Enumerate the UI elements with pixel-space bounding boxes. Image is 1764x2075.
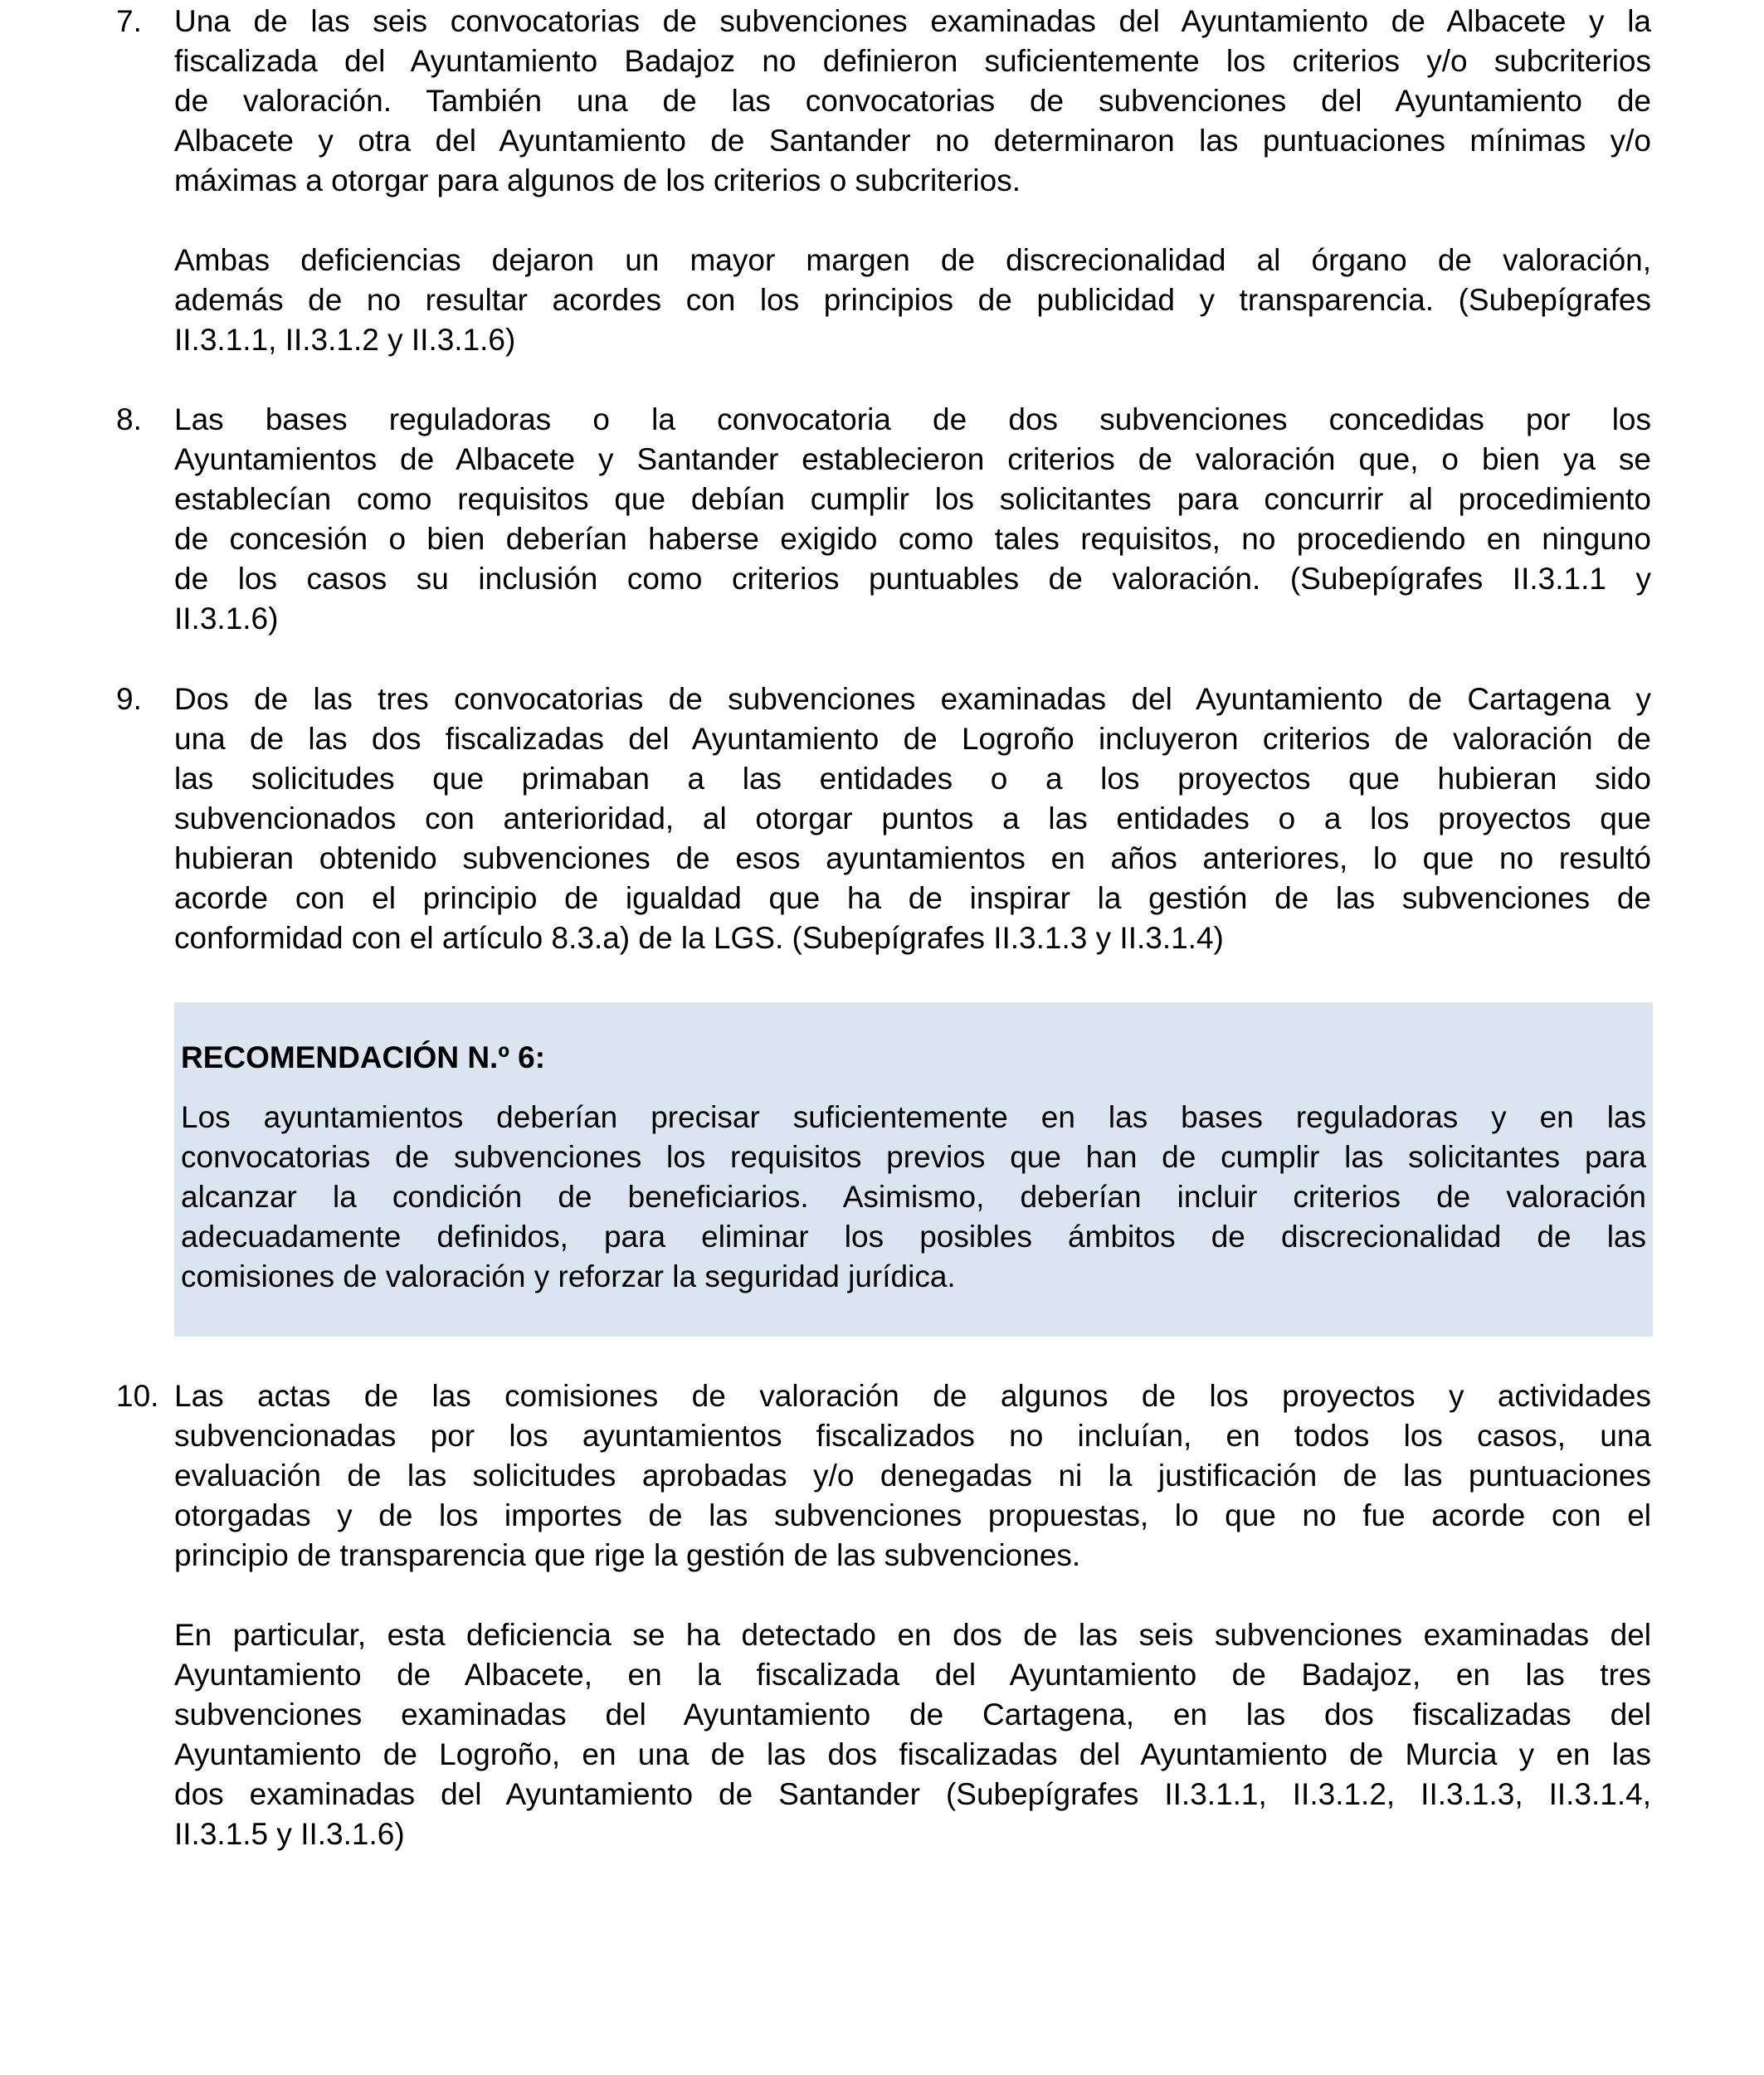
text-line: de valoración. También una de las convocatorias de subvenciones del Ayuntamiento de bbox=[174, 84, 1651, 118]
list-item-paragraph bbox=[174, 1376, 1651, 1576]
text-line: Las actas de las comisiones de valoración de algunos de los proyectos y actividades bbox=[174, 1379, 1651, 1413]
text-line: subvencionadas por los ayuntamientos fiscalizados no incluían, en todos los casos, una bbox=[174, 1419, 1651, 1453]
text-line: de los casos su inclusión como criterios puntuables de valoración. (Subepígrafes II.3.1.1 y bbox=[174, 562, 1651, 596]
recommendation-title: RECOMENDACIÓN N.º 6: bbox=[181, 1040, 546, 1074]
text-line: II.3.1.5 y II.3.1.6) bbox=[174, 1817, 405, 1851]
text-line: establecían como requisitos que debían cumplir los solicitantes para concurrir al procedimiento bbox=[174, 482, 1651, 516]
list-item-paragraph bbox=[174, 241, 1651, 360]
text-line: Dos de las tres convocatorias de subvenciones examinadas del Ayuntamiento de Cartagena y bbox=[174, 682, 1651, 716]
text-line: adecuadamente definidos, para eliminar los posibles ámbitos de discrecionalidad de las bbox=[181, 1220, 1646, 1254]
list-item-paragraph bbox=[174, 679, 1651, 958]
text-line: conformidad con el artículo 8.3.a) de la LGS. (Subepígrafes II.3.1.3 y II.3.1.4) bbox=[174, 921, 1224, 955]
text-line: una de las dos fiscalizadas del Ayuntamiento de Logroño incluyeron criterios de valoración de bbox=[174, 722, 1651, 756]
text-line: máximas a otorgar para algunos de los criterios o subcriterios. bbox=[174, 163, 1021, 197]
text-line: de concesión o bien deberían haberse exigido como tales requisitos, no procediendo en ninguno bbox=[174, 522, 1651, 556]
text-line: II.3.1.1, II.3.1.2 y II.3.1.6) bbox=[174, 323, 516, 357]
recommendation-text bbox=[181, 1098, 1646, 1297]
text-line: comisiones de valoración y reforzar la seguridad jurídica. bbox=[181, 1259, 956, 1293]
text-line: En particular, esta deficiencia se ha detectado en dos de las seis subvenciones examinadas del bbox=[174, 1618, 1651, 1652]
list-item-paragraph bbox=[174, 400, 1651, 639]
text-line: subvenciones examinadas del Ayuntamiento de Cartagena, en las dos fiscalizadas del bbox=[174, 1698, 1651, 1732]
text-line: principio de transparencia que rige la gestión de las subvenciones. bbox=[174, 1538, 1081, 1572]
text-line: fiscalizada del Ayuntamiento Badajoz no definieron suficientemente los criterios y/o subcriterios bbox=[174, 44, 1651, 78]
text-line: hubieran obtenido subvenciones de esos ayuntamientos en años anteriores, lo que no resultó bbox=[174, 841, 1651, 875]
text-line: Una de las seis convocatorias de subvenciones examinadas del Ayuntamiento de Albacete y la bbox=[174, 4, 1651, 38]
list-item-paragraph bbox=[174, 2, 1651, 201]
list-item-number: 10. bbox=[116, 1379, 159, 1413]
text-line: subvencionados con anterioridad, al otorgar puntos a las entidades o a los proyectos que bbox=[174, 801, 1651, 835]
text-line: otorgadas y de los importes de las subvenciones propuestas, lo que no fue acorde con el bbox=[174, 1498, 1651, 1532]
recommendation-box bbox=[174, 1002, 1653, 1337]
text-line: Ayuntamiento de Logroño, en una de las dos fiscalizadas del Ayuntamiento de Murcia y en las bbox=[174, 1737, 1651, 1771]
text-line: Ayuntamiento de Albacete, en la fiscalizada del Ayuntamiento de Badajoz, en las tres bbox=[174, 1658, 1651, 1692]
text-line: Ayuntamientos de Albacete y Santander establecieron criterios de valoración que, o bien ya se bbox=[174, 442, 1651, 476]
text-line: Las bases reguladoras o la convocatoria de dos subvenciones concedidas por los bbox=[174, 402, 1651, 436]
text-line: alcanzar la condición de beneficiarios. Asimismo, deberían incluir criterios de valoración bbox=[181, 1180, 1646, 1214]
text-line: las solicitudes que primaban a las entidades o a los proyectos que hubieran sido bbox=[174, 762, 1651, 796]
text-line: Los ayuntamientos deberían precisar suficientemente en las bases reguladoras y en las bbox=[181, 1100, 1646, 1134]
text-line: evaluación de las solicitudes aprobadas y/o denegadas ni la justificación de las puntuaciones bbox=[174, 1459, 1651, 1493]
text-line: además de no resultar acordes con los principios de publicidad y transparencia. (Subepígrafes bbox=[174, 283, 1651, 317]
list-item-number: 7. bbox=[116, 4, 142, 38]
text-line: acorde con el principio de igualdad que ha de inspirar la gestión de las subvenciones de bbox=[174, 881, 1651, 915]
list-item-number: 9. bbox=[116, 682, 142, 716]
text-line: dos examinadas del Ayuntamiento de Santander (Subepígrafes II.3.1.1, II.3.1.2, II.3.1.3, II.3.1.4, bbox=[174, 1777, 1651, 1811]
text-line: Albacete y otra del Ayuntamiento de Santander no determinaron las puntuaciones mínimas y/o bbox=[174, 124, 1651, 158]
list-item-number: 8. bbox=[116, 402, 142, 436]
text-line: Ambas deficiencias dejaron un mayor margen de discrecionalidad al órgano de valoración, bbox=[174, 243, 1651, 277]
text-line: II.3.1.6) bbox=[174, 602, 279, 636]
list-item-paragraph bbox=[174, 1615, 1651, 1854]
text-line: convocatorias de subvenciones los requisitos previos que han de cumplir las solicitantes para bbox=[181, 1140, 1646, 1174]
